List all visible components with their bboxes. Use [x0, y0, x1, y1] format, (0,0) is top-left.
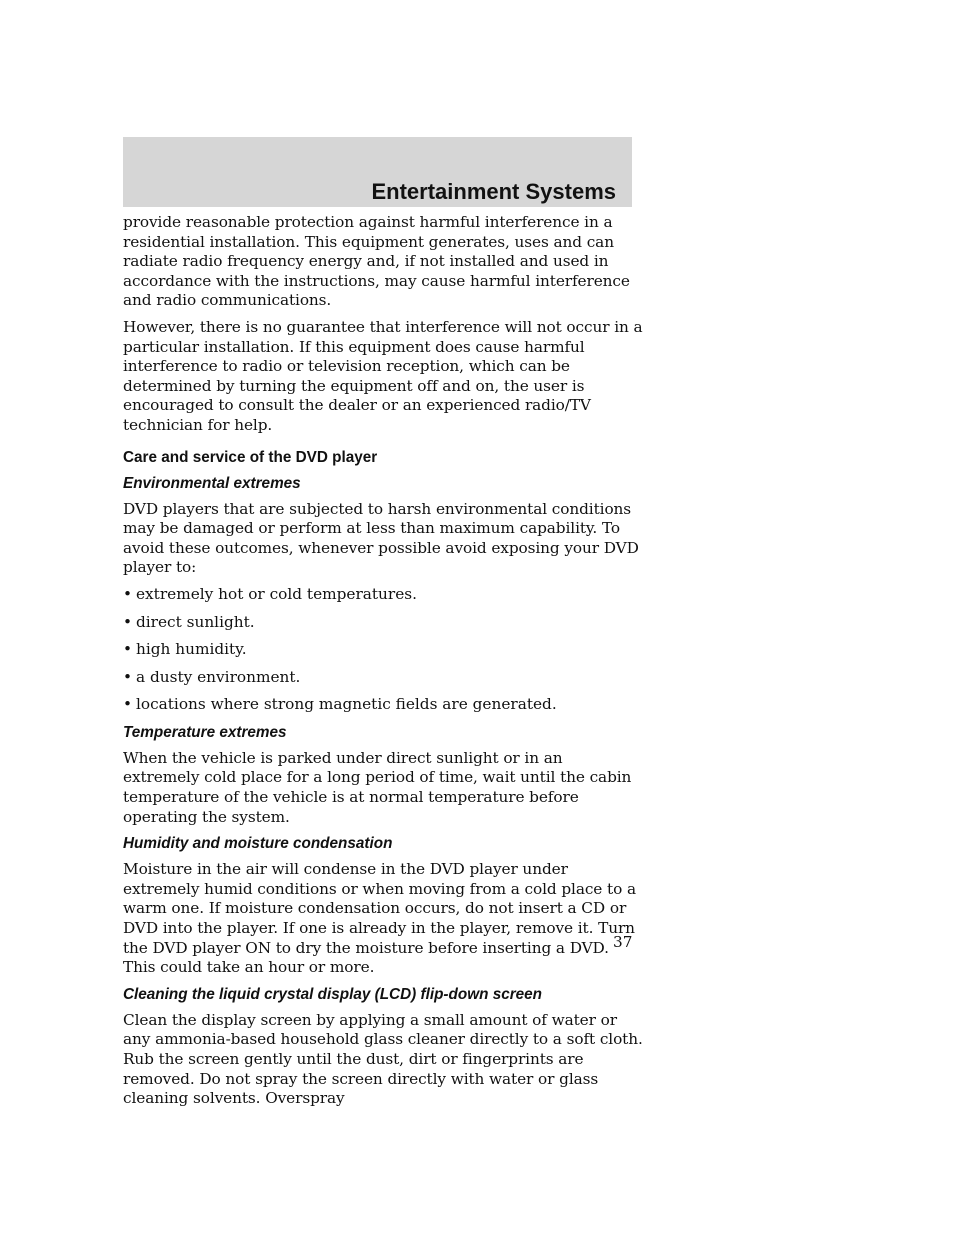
humidity-text: Moisture in the air will condense in the DVD player under extremely humid conditions or when moving from a cold place to a warm one. If moisture condensation occurs, do not insert a CD or DVD into the player. If one is already in the player, remove it. Turn the DVD player ON to dry the moisture before inserting a DVD. This could take an hour or more. — [123, 860, 636, 977]
list-item-text: high humidity. — [136, 640, 247, 659]
environmental-intro: DVD players that are subjected to harsh environmental conditions may be damaged or perform at less than maximum capability. To avoid these outcomes, whenever possible avoid exposing your DVD player to: — [123, 499, 639, 577]
bullet-icon: • — [123, 612, 133, 631]
list-item-text: extremely hot or cold temperatures. — [136, 584, 417, 603]
humidity-heading: Humidity and moisture condensation — [123, 835, 393, 853]
lcd-cleaning-text: Clean the display screen by applying a small amount of water or any ammonia-based household glass cleaner directly to a soft cloth. Rub the screen gently until the dust, dirt or fingerprints are removed. Do not spray the screen directly with water or glass cleaning solvents. Overspray — [123, 1010, 643, 1108]
paragraph-no-guarantee: However, there is no guarantee that interference will not occur in a particular installation. If this equipment does cause harmful interference to radio or television reception, which can be determined by turning the equipment off and on, the user is encouraged to consult the dealer or an experienced radio/TV technician for help. — [123, 317, 643, 434]
bullet-icon: • — [123, 640, 133, 659]
list-item-text: a dusty environment. — [136, 667, 301, 686]
page-number: 37 — [613, 933, 633, 951]
environmental-extremes-heading: Environmental extremes — [123, 474, 301, 492]
list-item — [123, 668, 643, 688]
list-item-text: direct sunlight. — [136, 612, 255, 631]
temperature-text: When the vehicle is parked under direct sunlight or in an extremely cold place for a long period of time, wait until the cabin temperature of the vehicle is at normal temperature before operating the system. — [123, 748, 632, 826]
bullet-icon: • — [123, 584, 133, 603]
list-item — [123, 585, 643, 605]
list-item-text: locations where strong magnetic fields are generated. — [136, 695, 557, 714]
list-item — [123, 695, 643, 715]
page-content — [123, 213, 643, 1116]
bullet-icon: • — [123, 667, 133, 686]
section-header-bar — [123, 137, 632, 207]
environment-bullet-list — [123, 585, 643, 715]
paragraph-interference: provide reasonable protection against harmful interference in a residential installation. This equipment generates, uses and can radiate radio frequency energy and, if not installed and used in accordance with the instructions, may cause harmful interference and radio communications. — [123, 213, 630, 310]
care-service-heading: Care and service of the DVD player — [123, 448, 378, 466]
list-item — [123, 613, 643, 633]
list-item — [123, 640, 643, 660]
temperature-extremes-heading: Temperature extremes — [123, 723, 287, 741]
lcd-cleaning-heading: Cleaning the liquid crystal display (LCD) flip-down screen — [123, 985, 543, 1003]
section-title: Entertainment Systems — [371, 179, 616, 204]
bullet-icon: • — [123, 695, 133, 714]
